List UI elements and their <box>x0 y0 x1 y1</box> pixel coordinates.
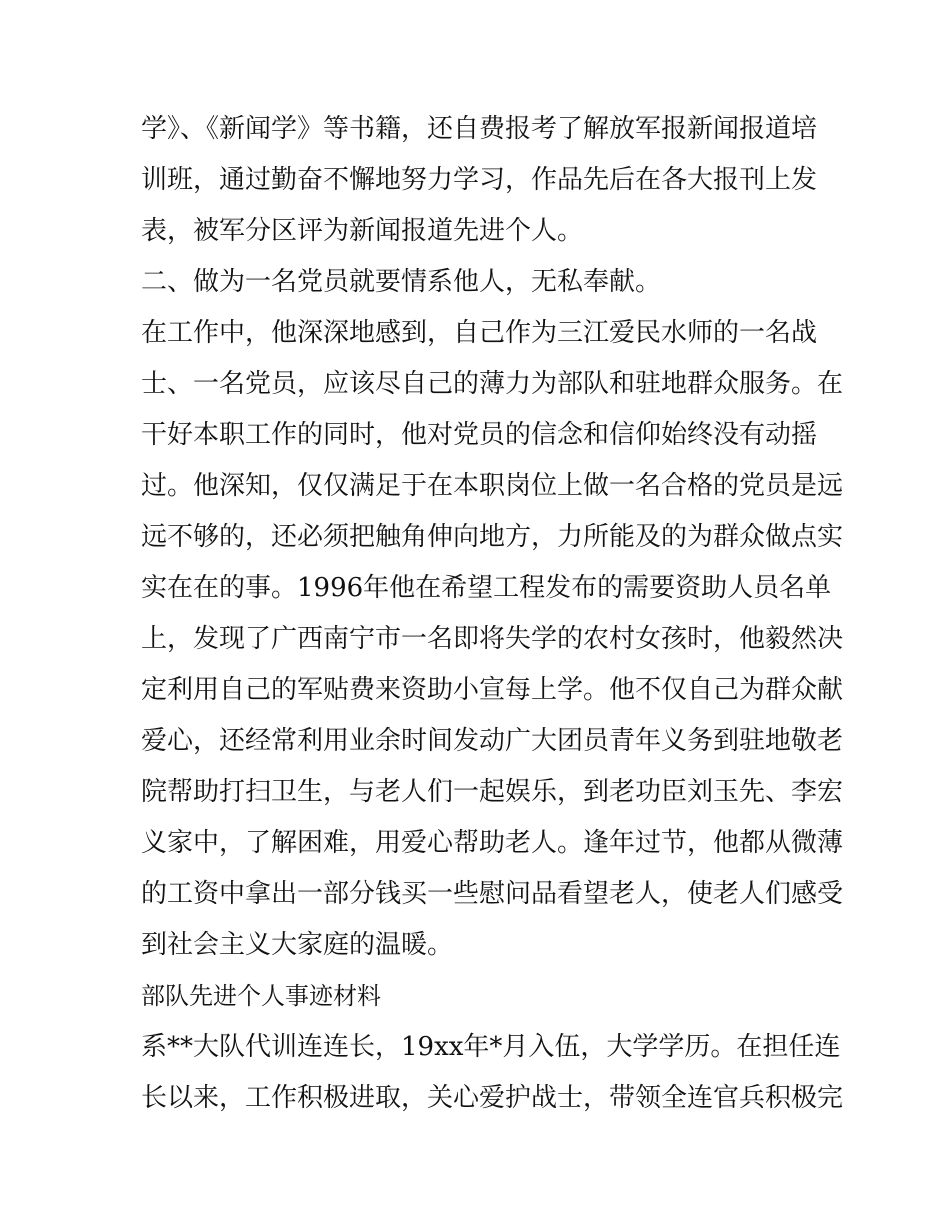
text-line: 爱心，还经常利用业余时间发动广大团员青年义务到驻地敬老 <box>141 726 844 756</box>
text-line: 远不够的，还必须把触角伸向地方，力所能及的为群众做点实 <box>141 522 844 552</box>
text-line: 训班，通过勤奋不懈地努力学习，作品先后在各大报刊上发 <box>141 165 818 195</box>
section-heading: 二、做为一名党员就要情系他人，无私奉献。 <box>141 267 662 297</box>
text-line: 学》、《新闻学》等书籍，还自费报考了解放军报新闻报道培 <box>141 114 818 144</box>
text-line: 实在在的事。1996年他在希望工程发布的需要资助人员名单 <box>141 573 832 603</box>
text-line: 义家中，了解困难，用爱心帮助老人。逢年过节，他都从微薄 <box>141 828 844 858</box>
text-line: 的工资中拿出一部分钱买一些慰问品看望老人，使老人们感受 <box>141 879 844 909</box>
text-line: 干好本职工作的同时，他对党员的信念和信仰始终没有动摇 <box>141 420 818 450</box>
text-line: 过。他深知，仅仅满足于在本职岗位上做一名合格的党员是远 <box>141 471 844 501</box>
text-line: 系**大队代训连连长，19xx年*月入伍，大学学历。在担任连 <box>141 1032 841 1062</box>
text-line: 表，被军分区评为新闻报道先进个人。 <box>141 216 584 246</box>
document-title: 部队先进个人事迹材料 <box>141 982 381 1010</box>
text-line: 定利用自己的军贴费来资助小宣每上学。他不仅自己为群众献 <box>141 675 844 705</box>
body-text <box>141 104 844 1124</box>
text-line: 长以来，工作积极进取，关心爱护战士，带领全连官兵积极完 <box>141 1083 844 1113</box>
text-line: 士、一名党员，应该尽自己的薄力为部队和驻地群众服务。在 <box>141 369 844 399</box>
text-line: 院帮助打扫卫生，与老人们一起娱乐，到老功臣刘玉先、李宏 <box>141 777 844 807</box>
text-line: 在工作中，他深深地感到，自己作为三江爱民水师的一名战 <box>141 318 818 348</box>
text-line: 上，发现了广西南宁市一名即将失学的农村女孩时，他毅然决 <box>141 624 844 654</box>
text-line: 到社会主义大家庭的温暖。 <box>141 930 454 960</box>
